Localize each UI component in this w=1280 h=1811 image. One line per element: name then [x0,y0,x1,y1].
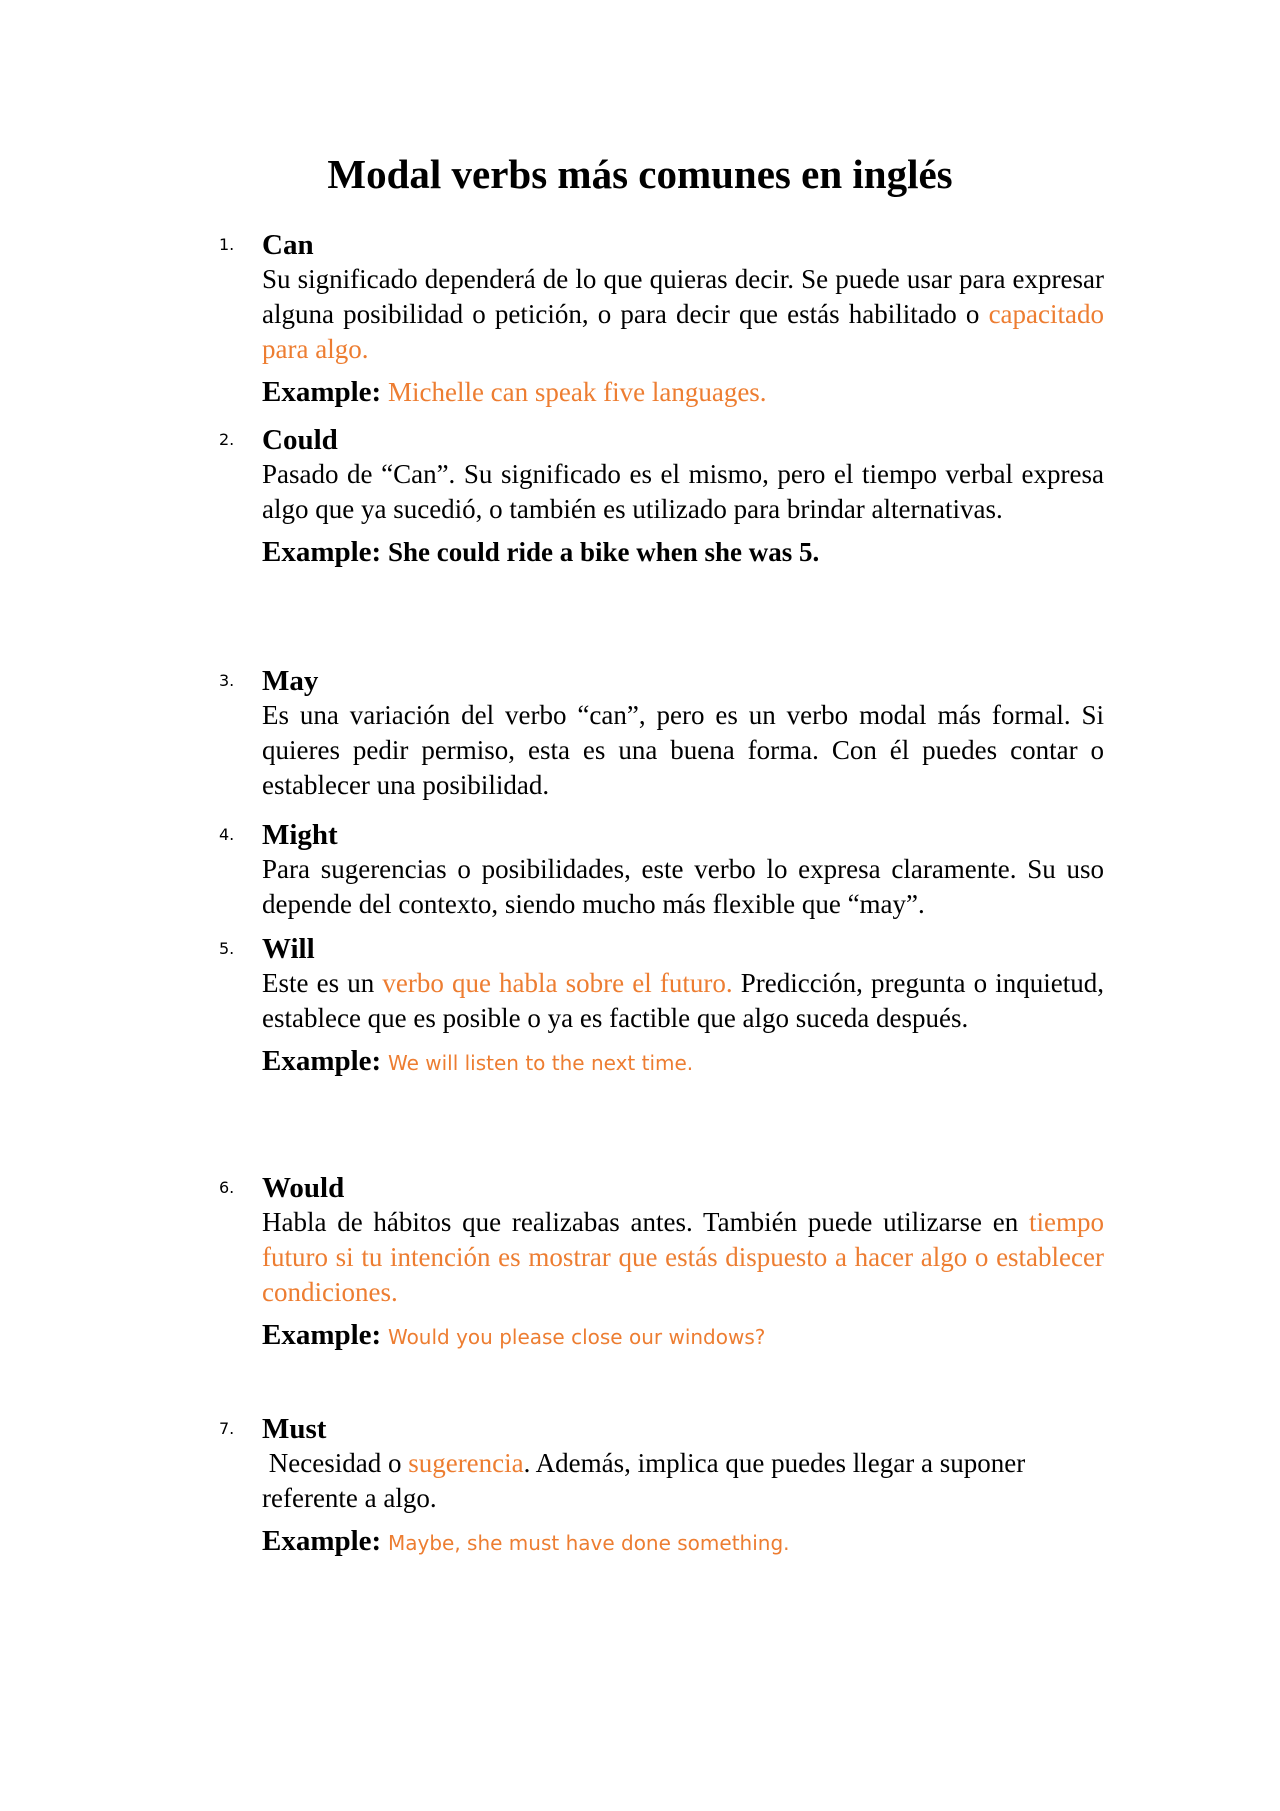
list-item-must [219,1412,1104,1562]
verb-heading: Would [262,1172,345,1204]
list-item-will [219,932,1104,1082]
item-number: 4. [219,825,235,844]
example-line [262,373,1104,411]
page-title: Modal verbs más comunes en inglés [327,151,953,197]
verb-description: Este es un verbo que habla sobre el futuro. Predicción, pregunta o inquietud, establece que es posible o ya es factible que algo suceda después. [262,968,1104,1033]
example-line [262,1316,1104,1356]
verb-description: Para sugerencias o posibilidades, este verbo lo expresa claramente. Su uso depende del contexto, siendo mucho más flexible que “may”. [262,854,1104,919]
example-line [262,1522,1104,1562]
list-item-can [219,228,1104,411]
verb-description: Su significado dependerá de lo que quieras decir. Se puede usar para expresar alguna posibilidad o petición, o para decir que estás habilitado o capacitado para algo. [262,264,1104,364]
example-text: She could ride a bike when she was 5. [387,537,820,567]
item-number: 2. [219,430,235,449]
example-label: Example: [262,1045,382,1077]
item-number: 3. [219,671,235,690]
example-label: Example: [262,376,382,408]
item-number: 1. [219,235,235,254]
example-line [262,533,1104,571]
example-label: Example: [262,1525,382,1557]
list-item-could [219,423,1104,571]
example-text: Would you please close our windows? [387,1325,766,1349]
item-number: 5. [219,939,235,958]
verb-heading: Must [262,1413,327,1445]
list-item-may [219,664,1104,803]
list-item-would [219,1171,1104,1356]
verb-heading: May [262,665,319,697]
highlight-text: tiempo futuro si tu intención es mostrar que estás dispuesto a hacer algo o establecer condiciones. [262,1207,1104,1307]
example-label: Example: [262,536,382,568]
verb-heading: Can [262,229,314,261]
verb-heading: Will [262,933,315,965]
example-text: Maybe, she must have done something. [387,1531,790,1555]
verb-description: Pasado de “Can”. Su significado es el mismo, pero el tiempo verbal expresa algo que ya sucedió, o también es utilizado para brindar alternativas. [262,459,1104,524]
highlight-text: verbo que habla sobre el futuro. [382,968,733,998]
verb-description: Necesidad o sugerencia. Además, implica que puedes llegar a suponer referente a algo. [262,1448,1026,1513]
item-number: 7. [219,1419,235,1438]
verb-heading: Might [262,819,338,851]
example-text: Michelle can speak five languages. [387,377,767,407]
verb-heading: Could [262,424,338,456]
example-label: Example: [262,1319,382,1351]
item-number: 6. [219,1178,235,1197]
example-line [262,1042,1104,1082]
example-text: We will listen to the next time. [387,1051,694,1075]
verb-description: Es una variación del verbo “can”, pero es un verbo modal más formal. Si quieres pedir permiso, esta es una buena forma. Con él puedes contar o establecer una posibilidad. [262,700,1104,800]
highlight-text: capacitado para algo. [262,299,1104,364]
verb-description: Habla de hábitos que realizabas antes. También puede utilizarse en tiempo futuro si tu intención es mostrar que estás dispuesto a hacer algo o establecer condiciones. [262,1207,1104,1307]
highlight-text: sugerencia [408,1448,524,1478]
list-item-might [219,818,1104,922]
